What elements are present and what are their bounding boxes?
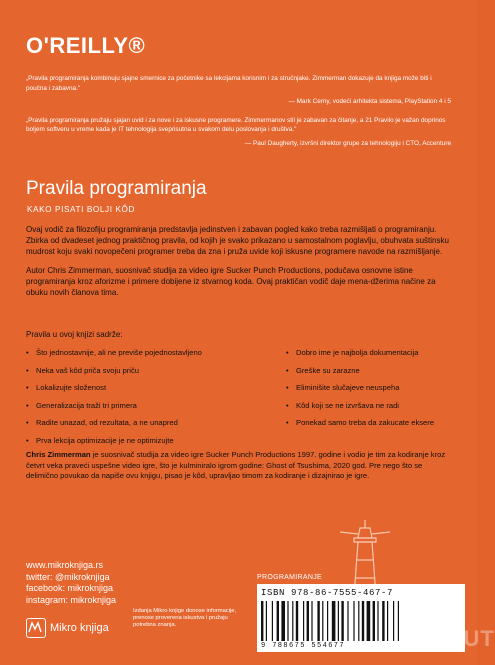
contact-links	[26, 560, 116, 606]
barcode-digits: 9 788675 554677	[261, 642, 346, 650]
barcode-bar	[332, 601, 336, 641]
list-item: • Prva lekcija optimizacije je ne optimizujte	[26, 435, 174, 445]
barcode-bar	[261, 601, 263, 641]
barcode-bar	[362, 601, 364, 641]
barcode-bar	[307, 601, 309, 641]
bullet-icon: •	[26, 435, 29, 445]
watermark: MAMUT	[408, 626, 495, 651]
barcode-bar	[398, 601, 399, 641]
facebook-link[interactable]: facebook: mikroknjiga	[26, 583, 114, 593]
barcode-bar	[296, 601, 298, 641]
rules-list-left	[26, 347, 266, 453]
bullet-icon: •	[26, 418, 29, 428]
barcode-bar	[277, 601, 279, 641]
book-title: Pravila programiranja	[26, 178, 207, 199]
list-item: • Što jednostavnije, ali ne previše pojednostavljeno	[26, 348, 202, 357]
barcode-bar	[281, 601, 285, 641]
publisher-note: Izdanja Mikro knjige donose informacije, prenose proverena iskustva i pružaju potrebna znanja.	[133, 608, 237, 629]
barcode-bar	[373, 601, 375, 641]
author-bio-text: je suosnivač studija za video igre Sucker Punch Productions 1997. godine i vodio je tim za kodiranje kroz četvrt veka praveći uspešne video igre, što je kulminiralo igrom godine: Ghost of Tsushima, 2020 god. Pre nego što se delimično povukao da napiše ovu knjigu, pisao je kôd, upravljao timom za kodiranje i dizajnirao je igre.	[26, 450, 446, 481]
barcode-bar	[311, 601, 312, 641]
bullet-icon: •	[286, 383, 289, 393]
barcode-bar	[272, 601, 273, 641]
list-item: • Kôd koji se ne izvršava ne radi	[286, 400, 399, 410]
endorsements	[26, 74, 451, 158]
book-subtitle: KAKO PISATI BOLJI KÔD	[27, 205, 135, 214]
bullet-icon: •	[26, 400, 29, 410]
barcode-bar	[327, 601, 328, 641]
list-item: • Dobro ime je najbolja dokumentacija	[286, 348, 419, 357]
bullet-icon: •	[26, 365, 29, 375]
twitter-link[interactable]: twitter: @mikroknjiga	[26, 571, 110, 582]
barcode-bar	[322, 601, 323, 641]
list-item: • Neka vaš kôd priča svoju priču	[26, 365, 139, 375]
list-item: • Lokalizujte složenost	[26, 383, 107, 393]
barcode-bar	[317, 601, 319, 641]
instagram-link[interactable]: instagram: mikroknjiga	[26, 594, 117, 605]
barcode-bar	[377, 601, 378, 641]
barcode-bar	[292, 601, 293, 641]
mikro-knjiga-logo	[26, 618, 109, 638]
barcode-bar	[353, 601, 354, 641]
author-bio	[26, 450, 454, 482]
barcode-bar	[347, 601, 348, 641]
barcode-bar	[341, 601, 343, 641]
quote-text: „Pravila programiranja pružaju sjajan uvid i za nove i za iskusne programere. Zimmermanov stil je zabavan za čitanje, a 21 Pravilo je važan doprinos boljem softveru u vreme kada je IT tehnologija sveprisutna u svakom delu poslovanja i društva."	[26, 116, 446, 134]
bullet-icon: •	[26, 383, 29, 393]
category-label: PROGRAMIRANJE	[257, 574, 322, 581]
bullet-icon: •	[286, 400, 289, 410]
quote-text: „Pravila programiranja kombinuju sjajne smernice za početnike sa lekcijama korisnim i za stručnjake. Zimmerman dokazuje da knjiga može biti i poučna i zabavna."	[26, 75, 432, 92]
oreilly-logo: O'REILLY®	[26, 33, 146, 58]
contents-title: Pravila u ovoj knjizi sadrže:	[26, 330, 123, 339]
list-item: • Ponekad samo treba da zakucate eksere	[286, 418, 435, 428]
website-link[interactable]: www.mikroknjiga.rs	[26, 560, 104, 570]
list-item: • Greške su zarazne	[286, 365, 360, 375]
barcode-bar	[266, 601, 267, 641]
barcode-bar	[393, 601, 394, 641]
rules-list-right	[286, 347, 466, 435]
barcode-bar	[382, 601, 384, 641]
list-item: • Generalizacija traži tri primera	[26, 400, 137, 410]
barcode-bar	[303, 601, 304, 641]
description	[26, 224, 454, 305]
barcode-bar	[287, 601, 288, 641]
bullet-icon: •	[26, 348, 29, 357]
list-item: • Eliminišite slučajeve neuspeha	[286, 383, 400, 393]
description-paragraph: Autor Chris Zimmerman, suosnivač studija za video igre Sucker Punch Productions, podučava osnovne istine programiranja kroz aforizme i primere dobijene iz stvarnog koda. Ovaj praktičan vodič daje mena-džerima načine za obuku novih članova tima.	[26, 265, 436, 298]
bullet-icon: •	[286, 348, 289, 357]
bullet-icon: •	[286, 418, 289, 428]
barcode-bar	[367, 601, 371, 641]
quote-attribution: — Paul Daugherty, izvršni direktor grupe za tehnologiju i CTO, Accenture	[244, 139, 451, 147]
barcode-bar	[358, 601, 359, 641]
description-paragraph: Ovaj vodič za filozofiju programiranja predstavlja jedinstven i zabavan pogled kako treba razmišljati o programiranju. Zbirka od dvadeset jednog praktičnog pravila, od kojih je svako prikazano u samostalnom poglavlju, obuhvata suštinsku mudrost koju svaki novopečeni programer treba da zna i pruža uvide koji iskusne programere navode na razmišljanje.	[26, 225, 449, 257]
mikro-knjiga-icon	[26, 618, 46, 638]
quote-attribution: — Mark Cerny, vodeći arhitekta sistema, PlayStation 4 i 5	[288, 98, 451, 106]
barcode-bar	[338, 601, 339, 641]
publisher-name: Mikro knjiga	[50, 622, 109, 634]
bullet-icon: •	[286, 365, 289, 375]
isbn-number: ISBN 978-86-7555-467-7	[261, 588, 394, 598]
list-item: • Radite unazad, od rezultata, a ne unapred	[26, 418, 178, 428]
author-name: Chris Zimmerman	[26, 450, 91, 459]
barcode-bar	[387, 601, 388, 641]
